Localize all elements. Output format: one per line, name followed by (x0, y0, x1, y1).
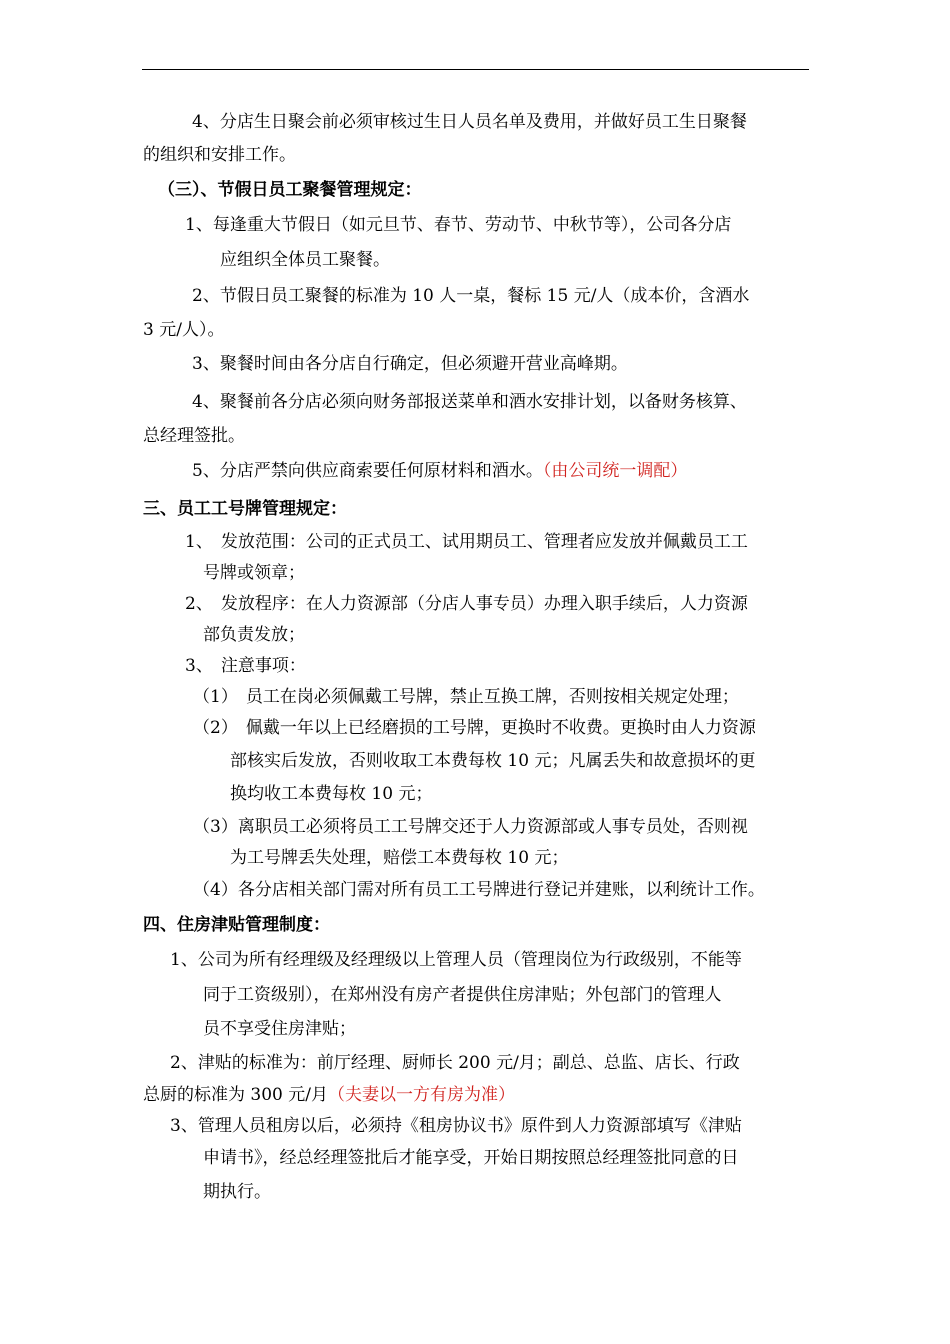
section-heading: （三）、节假日员工聚餐管理规定： (158, 180, 422, 200)
list-item-line: （4）各分店相关部门需对所有员工工号牌进行登记并建账，以利统计工作。 (193, 880, 765, 900)
item-text: 总厨的标准为 300 元/月 (143, 1085, 328, 1105)
list-item-line (185, 654, 306, 678)
paragraph-line: 4、分店生日聚会前必须审核过生日人员名单及费用，并做好员工生日聚餐 (192, 112, 747, 132)
list-item-line: 申请书》，经总经理签批后才能享受，开始日期按照总经理签批同意的日 (203, 1148, 739, 1168)
list-item-line: 3、聚餐时间由各分店自行确定，但必须避开营业高峰期。 (192, 354, 628, 374)
header-rule (142, 69, 809, 70)
list-item-line: 为工号牌丢失处理，赔偿工本费每枚 10 元； (230, 848, 569, 868)
section-heading: 四、住房津贴管理制度： (143, 915, 330, 935)
list-item-line: 号牌或领章； (203, 563, 305, 583)
item-number: 1、 (185, 532, 213, 552)
red-note: （夫妻以一方有房为准） (327, 1085, 515, 1105)
list-item-line: 4、聚餐前各分店必须向财务部报送菜单和酒水安排计划，以备财务核算、 (192, 392, 747, 412)
list-item-line: 应组织全体员工聚餐。 (220, 250, 390, 270)
list-item-line: 1、每逢重大节假日（如元旦节、春节、劳动节、中秋节等），公司各分店 (185, 215, 732, 235)
item-number: （1） (193, 687, 238, 707)
list-item-line: 部负责发放； (203, 625, 305, 645)
item-text: 佩戴一年以上已经磨损的工号牌，更换时不收费。更换时由人力资源 (245, 718, 756, 738)
paragraph-line: 的组织和安排工作。 (143, 145, 296, 165)
list-item-line: 总经理签批。 (143, 426, 245, 446)
list-item-line (143, 1083, 515, 1107)
list-item-line: 员不享受住房津贴； (203, 1019, 356, 1039)
item-text: 发放程序：在人力资源部（分店人事专员）办理入职手续后，人力资源 (220, 594, 748, 614)
list-item-line: 同于工资级别），在郑州没有房产者提供住房津贴；外包部门的管理人 (203, 985, 722, 1005)
item-number: 3、 (185, 656, 213, 676)
item-text: 员工在岗必须佩戴工号牌，禁止互换工牌，否则按相关规定处理； (245, 687, 739, 707)
item-text: 注意事项： (220, 656, 306, 676)
section-heading: 三、员工工号牌管理规定： (143, 499, 347, 519)
list-item-line (193, 716, 756, 740)
item-number: 2、 (185, 594, 213, 614)
list-item-line: 2、节假日员工聚餐的标准为 10 人一桌，餐标 15 元/人（成本价，含酒水 (192, 286, 750, 306)
list-item-line: 部核实后发放，否则收取工本费每枚 10 元；凡属丢失和故意损坏的更 (230, 751, 756, 771)
list-item-line (193, 685, 739, 709)
list-item-line: 3、管理人员租房以后，必须持《租房协议书》原件到人力资源部填写《津贴 (170, 1116, 742, 1136)
list-item-line: （3）离职员工必须将员工工号牌交还于人力资源部或人事专员处，否则视 (193, 817, 748, 837)
list-item-line: 期执行。 (203, 1182, 271, 1202)
item-number: （2） (193, 718, 238, 738)
list-item-line (185, 530, 748, 554)
list-item-line: 换均收工本费每枚 10 元； (230, 784, 433, 804)
list-item-line: 3 元/人）。 (143, 320, 225, 340)
list-item-line: 1、公司为所有经理级及经理级以上管理人员（管理岗位为行政级别，不能等 (170, 950, 742, 970)
item-text: 5、分店严禁向供应商索要任何原材料和酒水。 (192, 461, 543, 481)
list-item-line (192, 459, 687, 483)
list-item-line (185, 592, 748, 616)
item-text: 发放范围：公司的正式员工、试用期员工、管理者应发放并佩戴员工工 (220, 532, 748, 552)
red-note: （由公司统一调配） (542, 461, 688, 481)
list-item-line: 2、津贴的标准为：前厅经理、厨师长 200 元/月；副总、总监、店长、行政 (170, 1053, 740, 1073)
